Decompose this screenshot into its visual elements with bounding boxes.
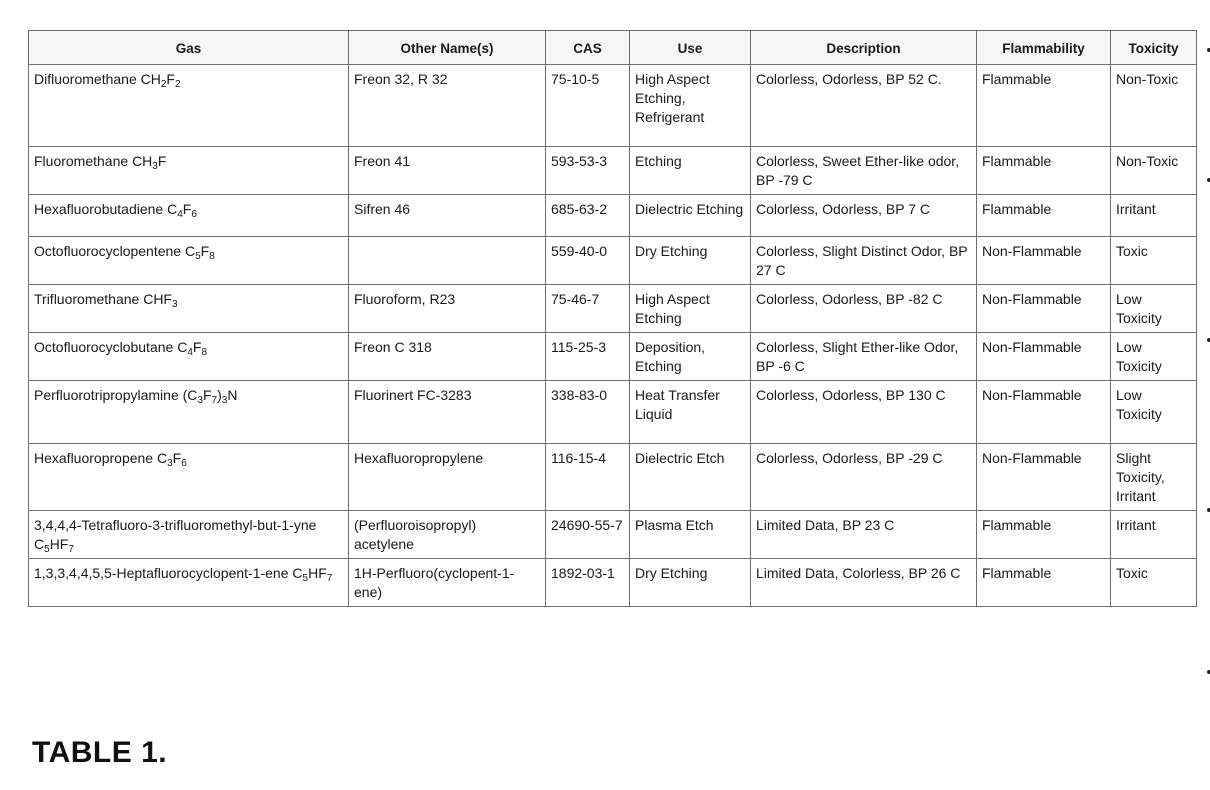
gas-table	[28, 30, 1197, 607]
table-row	[29, 444, 1197, 511]
description-cell: Colorless, Odorless, BP 130 C	[751, 381, 977, 444]
formula-part: F	[200, 243, 210, 259]
gas-cell	[29, 285, 349, 333]
formula-subscript: 7	[211, 395, 218, 406]
description-cell: Colorless, Odorless, BP 52 C.	[751, 65, 977, 147]
formula-part: CH	[140, 71, 161, 87]
gas-formula	[140, 71, 181, 90]
table-row	[29, 147, 1197, 195]
gas-name: Hexafluorobutadiene	[34, 201, 164, 217]
toxicity-cell: Slight Toxicity, Irritant	[1111, 444, 1197, 511]
formula-part: CHF	[143, 291, 172, 307]
formula-subscript: 6	[191, 209, 197, 220]
other-names-cell: Freon 41	[349, 147, 546, 195]
formula-part: CH	[132, 153, 153, 169]
gas-cell	[29, 559, 349, 607]
gas-cell	[29, 147, 349, 195]
formula-part: F	[172, 450, 182, 466]
cas-cell: 75-10-5	[546, 65, 630, 147]
other-names-cell: (Perfluoroisopropyl) acetylene	[349, 511, 546, 559]
flammability-cell: Flammable	[977, 559, 1111, 607]
gas-name: Hexafluoropropene	[34, 450, 154, 466]
gas-formula	[177, 339, 208, 358]
gas-name: Octofluorocyclopentene	[34, 243, 182, 259]
description-cell: Colorless, Sweet Ether-like odor, BP -79 C	[751, 147, 977, 195]
flammability-cell: Non-Flammable	[977, 333, 1111, 381]
table-row	[29, 333, 1197, 381]
flammability-cell: Flammable	[977, 511, 1111, 559]
description-cell: Colorless, Slight Distinct Odor, BP 27 C	[751, 237, 977, 285]
other-names-cell: Freon C 318	[349, 333, 546, 381]
gas-name: Trifluoromethane	[34, 291, 140, 307]
toxicity-cell: Low Toxicity	[1111, 381, 1197, 444]
column-header-use: Use	[630, 31, 751, 65]
formula-part: F	[166, 71, 175, 87]
formula-subscript: 3	[152, 161, 158, 172]
table-row	[29, 511, 1197, 559]
flammability-cell: Flammable	[977, 65, 1111, 147]
cas-cell: 116-15-4	[546, 444, 630, 511]
description-cell: Colorless, Odorless, BP -29 C	[751, 444, 977, 511]
formula-part: C	[167, 201, 178, 217]
gas-cell	[29, 381, 349, 444]
formula-part: F	[157, 153, 167, 169]
cas-cell: 115-25-3	[546, 333, 630, 381]
formula-part: F	[202, 387, 212, 403]
use-cell: High Aspect Etching, Refrigerant	[630, 65, 751, 147]
cas-cell: 559-40-0	[546, 237, 630, 285]
formula-subscript: 6	[181, 458, 187, 469]
table-caption: TABLE 1.	[32, 736, 168, 769]
gas-formula	[292, 565, 333, 584]
formula-part: C	[34, 536, 45, 552]
gas-formula	[184, 243, 215, 262]
description-cell: Limited Data, Colorless, BP 26 C	[751, 559, 977, 607]
formula-part: C	[156, 450, 168, 466]
column-header-gas: Gas	[29, 31, 349, 65]
gas-formula	[167, 201, 197, 220]
other-names-cell: Freon 32, R 32	[349, 65, 546, 147]
formula-part: C	[177, 339, 188, 355]
toxicity-cell: Low Toxicity	[1111, 333, 1197, 381]
table-header-row	[29, 31, 1197, 65]
formula-part: C	[184, 243, 196, 259]
table-body	[29, 65, 1197, 607]
formula-part: )	[217, 387, 222, 403]
other-names-cell: Fluoroform, R23	[349, 285, 546, 333]
cas-cell: 338-83-0	[546, 381, 630, 444]
gas-name: Difluoromethane	[34, 71, 137, 87]
description-cell: Colorless, Odorless, BP 7 C	[751, 195, 977, 237]
toxicity-cell: Low Toxicity	[1111, 285, 1197, 333]
formula-part: HF	[308, 565, 327, 581]
gas-cell	[29, 65, 349, 147]
formula-part: (C	[182, 387, 198, 403]
formula-subscript: 2	[160, 79, 167, 90]
formula-subscript: 5	[44, 544, 50, 555]
table-row	[29, 559, 1197, 607]
column-header-description: Description	[751, 31, 977, 65]
page-edge-bullets	[1206, 0, 1210, 790]
toxicity-cell: Non-Toxic	[1111, 147, 1197, 195]
other-names-cell: 1H-Perfluoro(cyclopent-1-ene)	[349, 559, 546, 607]
toxicity-cell: Irritant	[1111, 511, 1197, 559]
column-header-other-names: Other Name(s)	[349, 31, 546, 65]
cas-cell: 24690-55-7	[546, 511, 630, 559]
formula-subscript: 3	[167, 458, 173, 469]
description-cell: Limited Data, BP 23 C	[751, 511, 977, 559]
toxicity-cell: Non-Toxic	[1111, 65, 1197, 147]
cas-cell: 593-53-3	[546, 147, 630, 195]
flammability-cell: Non-Flammable	[977, 237, 1111, 285]
other-names-cell: Sifren 46	[349, 195, 546, 237]
flammability-cell: Flammable	[977, 147, 1111, 195]
formula-subscript: 5	[195, 251, 201, 262]
toxicity-cell: Irritant	[1111, 195, 1197, 237]
table-row	[29, 195, 1197, 237]
gas-name: 3,4,4,4-Tetrafluoro-3-trifluoromethyl-but-1-yne	[34, 517, 317, 533]
flammability-cell: Non-Flammable	[977, 381, 1111, 444]
flammability-cell: Flammable	[977, 195, 1111, 237]
formula-part: N	[227, 387, 238, 403]
gas-cell	[29, 237, 349, 285]
other-names-cell	[349, 237, 546, 285]
other-names-cell: Hexafluoropropylene	[349, 444, 546, 511]
gas-formula	[143, 291, 178, 310]
gas-table-container	[28, 30, 1196, 607]
formula-subscript: 7	[326, 573, 333, 584]
formula-subscript: 7	[68, 544, 74, 555]
table-row	[29, 237, 1197, 285]
toxicity-cell: Toxic	[1111, 559, 1197, 607]
description-cell: Colorless, Odorless, BP -82 C	[751, 285, 977, 333]
use-cell: Deposition, Etching	[630, 333, 751, 381]
formula-subscript: 2	[174, 79, 181, 90]
formula-subscript: 3	[221, 395, 228, 406]
use-cell: Heat Transfer Liquid	[630, 381, 751, 444]
gas-formula	[182, 387, 238, 406]
use-cell: Etching	[630, 147, 751, 195]
gas-name: Fluoromethane	[34, 153, 129, 169]
formula-subscript: 4	[177, 209, 183, 220]
gas-cell	[29, 333, 349, 381]
gas-cell	[29, 511, 349, 559]
flammability-cell: Non-Flammable	[977, 285, 1111, 333]
use-cell: Dry Etching	[630, 559, 751, 607]
column-header-flammability: Flammability	[977, 31, 1111, 65]
use-cell: High Aspect Etching	[630, 285, 751, 333]
gas-name: 1,3,3,4,4,5,5-Heptafluorocyclopent-1-ene	[34, 565, 289, 581]
formula-subscript: 3	[197, 395, 203, 406]
table-row	[29, 285, 1197, 333]
column-header-cas: CAS	[546, 31, 630, 65]
cas-cell: 1892-03-1	[546, 559, 630, 607]
formula-subscript: 4	[187, 347, 193, 358]
gas-formula	[34, 536, 74, 555]
gas-cell	[29, 444, 349, 511]
description-cell: Colorless, Slight Ether-like Odor, BP -6 C	[751, 333, 977, 381]
flammability-cell: Non-Flammable	[977, 444, 1111, 511]
formula-part: HF	[49, 536, 69, 552]
other-names-cell: Fluorinert FC-3283	[349, 381, 546, 444]
use-cell: Dielectric Etching	[630, 195, 751, 237]
table-row	[29, 381, 1197, 444]
formula-part: F	[192, 339, 202, 355]
use-cell: Dielectric Etch	[630, 444, 751, 511]
use-cell: Dry Etching	[630, 237, 751, 285]
gas-formula	[132, 153, 167, 172]
gas-formula	[156, 450, 187, 469]
gas-cell	[29, 195, 349, 237]
formula-subscript: 8	[209, 251, 215, 262]
formula-part: C	[292, 565, 303, 581]
gas-name: Octofluorocyclobutane	[34, 339, 174, 355]
gas-name: Perfluorotripropylamine	[34, 387, 179, 403]
cas-cell: 75-46-7	[546, 285, 630, 333]
cas-cell: 685-63-2	[546, 195, 630, 237]
formula-subscript: 5	[302, 573, 309, 584]
toxicity-cell: Toxic	[1111, 237, 1197, 285]
table-row	[29, 65, 1197, 147]
use-cell: Plasma Etch	[630, 511, 751, 559]
column-header-toxicity: Toxicity	[1111, 31, 1197, 65]
formula-part: F	[182, 201, 192, 217]
formula-subscript: 8	[201, 347, 208, 358]
formula-subscript: 3	[171, 299, 178, 310]
